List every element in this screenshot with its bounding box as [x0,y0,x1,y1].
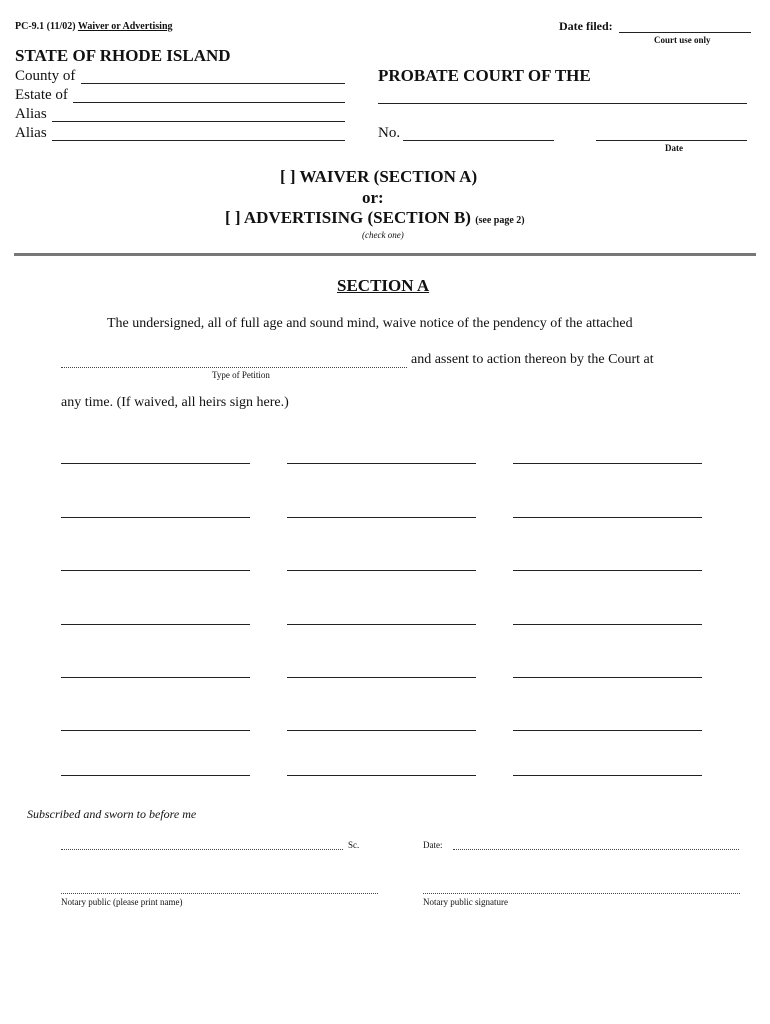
court-use-only: Court use only [654,35,711,45]
notary-signature-input[interactable] [423,893,740,894]
heir-signature-line[interactable] [287,624,476,625]
sc-label: Sc. [348,840,360,850]
alias-2-input[interactable] [52,140,345,141]
case-number-input[interactable] [403,140,554,141]
or-text: or: [362,188,384,207]
notary-date-label: Date: [423,840,443,850]
notary-location-input[interactable] [61,849,343,850]
heir-signature-line[interactable] [287,677,476,678]
number-label: No. [378,125,401,141]
heir-signature-line[interactable] [513,463,702,464]
check-one-note: (check one) [362,230,404,240]
waiver-paragraph-3: any time. (If waived, all heirs sign here.) [61,395,289,410]
subscribed-sworn-text: Subscribed and sworn to before me [27,807,197,821]
county-input[interactable] [81,83,345,84]
section-divider [14,253,756,256]
court-title: PROBATE COURT OF THE [378,66,591,85]
heir-signature-line[interactable] [287,517,476,518]
court-name-input[interactable] [378,103,747,104]
heir-signature-line[interactable] [513,624,702,625]
heir-signature-line[interactable] [61,517,250,518]
state-title: STATE OF RHODE ISLAND [15,46,231,65]
estate-label: Estate of [15,87,68,103]
heir-signature-line[interactable] [287,570,476,571]
heir-signature-line[interactable] [513,517,702,518]
heir-signature-line[interactable] [61,570,250,571]
heir-signature-line[interactable] [287,730,476,731]
heir-signature-line[interactable] [513,677,702,678]
heir-signature-line[interactable] [61,677,250,678]
caption-date-input[interactable] [596,140,747,141]
form-code: PC-9.1 (11/02) [15,21,76,32]
heir-signature-line[interactable] [61,775,250,776]
advertising-label: [ ] ADVERTISING (SECTION B) [225,208,471,227]
heir-signature-line[interactable] [287,463,476,464]
estate-input[interactable] [73,102,345,103]
type-of-petition-label: Type of Petition [212,370,270,380]
notary-print-name-label: Notary public (please print name) [61,897,183,907]
heir-signature-line[interactable] [61,730,250,731]
heir-signature-line[interactable] [513,775,702,776]
form-title: Waiver or Advertising [77,21,173,32]
notary-print-name-input[interactable] [61,893,378,894]
waiver-paragraph-1: The undersigned, all of full age and sound mind, waive notice of the pendency of the attached [107,316,633,331]
heir-signature-line[interactable] [61,624,250,625]
date-filed-label: Date filed: [559,19,613,33]
heir-signature-line[interactable] [61,463,250,464]
advertising-checkbox[interactable] [225,208,525,228]
heir-signature-line[interactable] [513,730,702,731]
advertising-note: (see page 2) [475,215,525,226]
section-a-title: SECTION A [337,276,430,295]
caption-date-label: Date [665,143,683,153]
heir-signature-line[interactable] [287,775,476,776]
alias-1-label: Alias [15,106,47,122]
waiver-checkbox[interactable]: [ ] WAIVER (SECTION A) [280,167,478,186]
alias-2-label: Alias [15,125,47,141]
form-id [15,21,173,32]
heir-signature-line[interactable] [513,570,702,571]
waiver-paragraph-2: and assent to action thereon by the Court at [411,352,654,367]
notary-date-input[interactable] [453,849,739,850]
date-filed-input[interactable] [619,32,751,33]
alias-1-input[interactable] [52,121,345,122]
type-of-petition-input[interactable] [61,367,407,368]
county-label: County of [15,68,76,84]
notary-signature-label: Notary public signature [423,897,508,907]
